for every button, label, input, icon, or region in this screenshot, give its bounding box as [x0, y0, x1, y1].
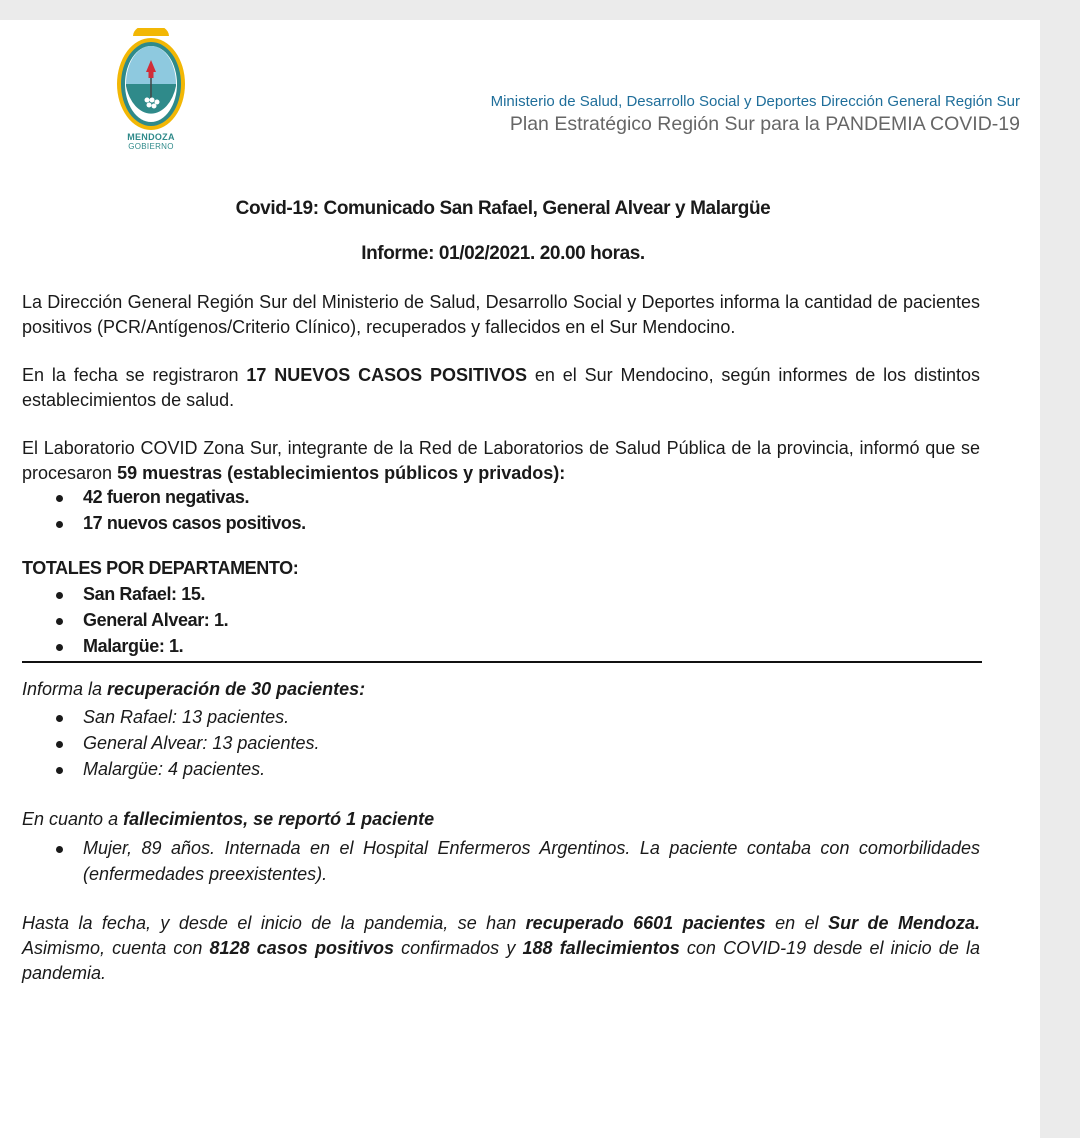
- list-item: Malargüe: 1.: [22, 633, 228, 659]
- totals-heading: TOTALES POR DEPARTAMENTO:: [22, 558, 299, 578]
- deaths-heading: [22, 809, 434, 830]
- summary-deaths: 188 fallecimientos: [522, 938, 680, 958]
- list-item: Mujer, 89 años. Internada en el Hospital Enfermeros Argentinos. La paciente contaba con comorbilidades (enfermedades preexistentes).: [22, 835, 980, 887]
- recovered-list: [22, 704, 319, 782]
- new-cases-text: En la fecha se registraron: [22, 365, 247, 385]
- summary-text: Hasta la fecha, y desde el inicio de la pandemia, se han: [22, 913, 526, 933]
- summary-positives: 8128 casos positivos: [209, 938, 394, 958]
- header-ministry: [491, 93, 1020, 137]
- summary-text: confirmados y: [393, 938, 523, 958]
- summary-region: Sur de Mendoza.: [828, 913, 980, 933]
- lab-text: El Laboratorio COVID Zona Sur, integrante de la Red de Laboratorios de Salud Pública de la provincia, informó que se procesaron: [22, 438, 980, 483]
- new-cases-text-end: en el Sur Mendocino, según informes de los distintos establecimientos de salud.: [22, 365, 980, 410]
- mendoza-shield-icon: [113, 28, 189, 132]
- logo-text-mendoza: MENDOZA: [127, 132, 175, 142]
- ministry-line: Ministerio de Salud, Desarrollo Social y Deportes Dirección General Región Sur: [490, 93, 1020, 110]
- list-item: San Rafael: 15.: [22, 581, 228, 607]
- deaths-text: En cuanto a: [22, 809, 124, 829]
- section-divider: [22, 661, 982, 663]
- totals-list: [22, 581, 228, 659]
- deaths-list: [22, 835, 980, 887]
- logo-text-gobierno: GOBIERNO: [128, 142, 174, 151]
- lab-samples: 59 muestras (establecimientos públicos y privados):: [117, 463, 566, 483]
- document-title: Covid-19: Comunicado San Rafael, General Alvear y Malargüe: [235, 198, 771, 219]
- lab-paragraph: [22, 436, 980, 486]
- summary-text: en el: [765, 913, 829, 933]
- list-item: General Alvear: 13 pacientes.: [22, 730, 319, 756]
- list-item: 42 fueron negativas.: [22, 484, 306, 510]
- list-item: Malargüe: 4 pacientes.: [22, 756, 319, 782]
- intro-paragraph: La Dirección General Región Sur del Ministerio de Salud, Desarrollo Social y Deportes informa la cantidad de pacientes positivos (PCR/Antígenos/Criterio Clínico), recuperados y fallecidos en el Sur Mendocino.: [22, 292, 980, 337]
- mendoza-logo: [110, 28, 192, 152]
- summary-paragraph: [22, 911, 980, 986]
- new-cases-count: 17 NUEVOS CASOS POSITIVOS: [246, 365, 528, 385]
- list-item: General Alvear: 1.: [22, 607, 228, 633]
- recovered-heading: [22, 679, 365, 700]
- list-item: 17 nuevos casos positivos.: [22, 510, 306, 536]
- report-date: Informe: 01/02/2021. 20.00 horas.: [361, 243, 645, 264]
- lab-results-list: [22, 484, 306, 536]
- list-item: San Rafael: 13 pacientes.: [22, 704, 319, 730]
- recovered-text: Informa la: [22, 679, 108, 699]
- summary-recovered: recuperado 6601 pacientes: [525, 913, 766, 933]
- plan-line: Plan Estratégico Región Sur para la PANDEMIA COVID-19: [509, 113, 1020, 135]
- recovered-count: recuperación de 30 pacientes:: [107, 679, 366, 699]
- summary-text: Asimismo, cuenta con: [22, 938, 210, 958]
- new-cases-paragraph: [22, 363, 980, 413]
- deaths-count: fallecimientos, se reportó 1 paciente: [123, 809, 435, 829]
- summary-text: con COVID-19 desde el inicio de la pandemia.: [22, 938, 980, 983]
